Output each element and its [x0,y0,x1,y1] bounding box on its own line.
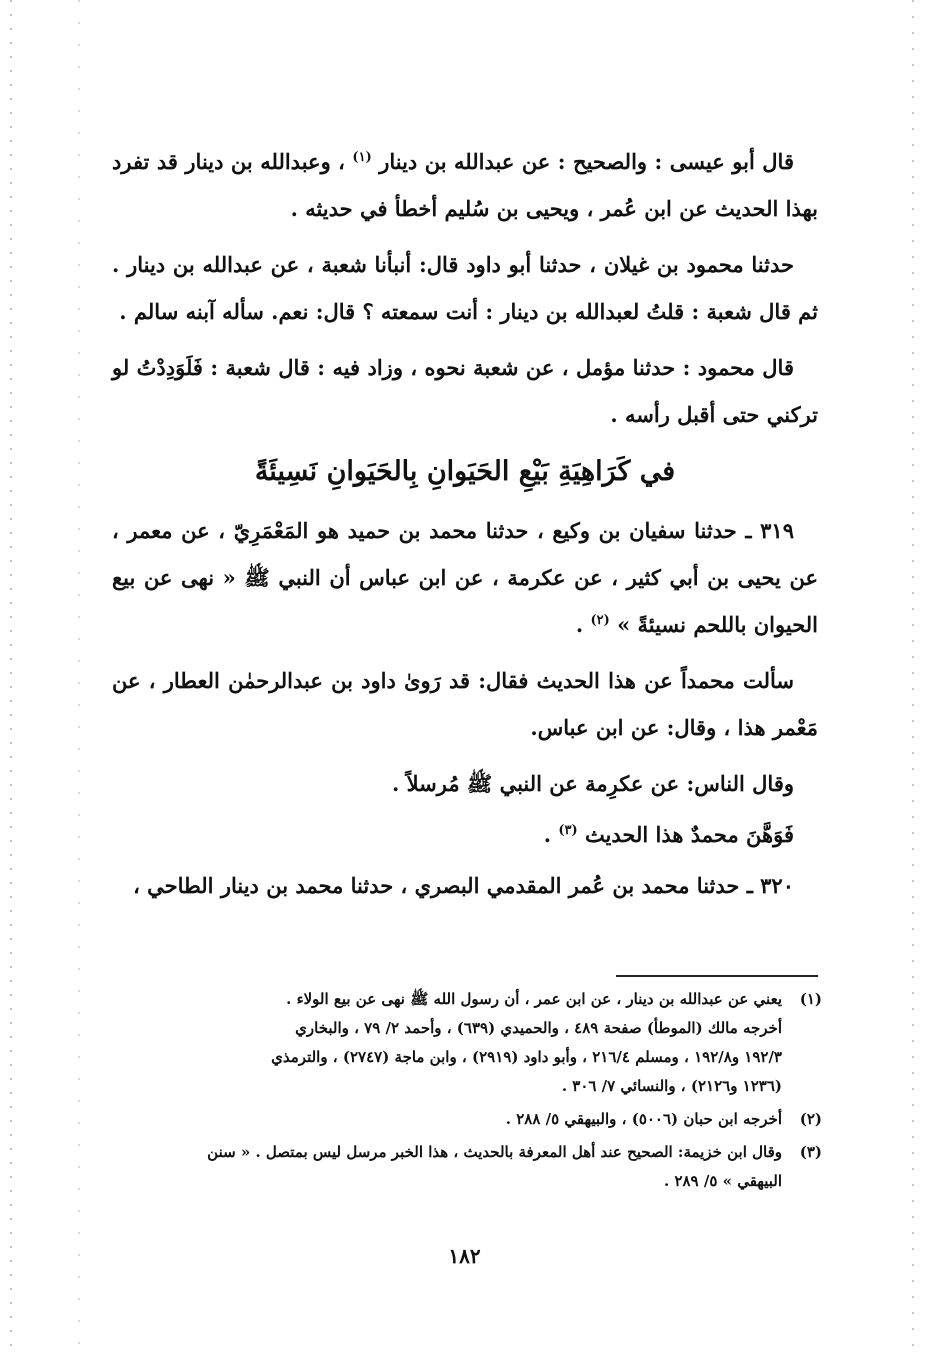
footnote-body [112,985,782,1101]
hadith-319-end: . [575,612,584,637]
hadith-319-text: ٣١٩ ـ حدثنا سفيان بن وكيع ، حدثنا محمد بن حميد هو المَعْمَرِيّ ، عن معمر ، عن يحيى بن أبي كثير ، عن عكرمة ، عن ابن عباس أن النبي ﷺ « نهى عن بيع الحيوان باللحم نسيئةً » [112,518,818,637]
scan-artifact-left-inner [78,0,80,1353]
footnote-number: (١) [799,990,822,1008]
footnote-number: (٢) [799,1110,822,1128]
footnote-number: (٣) [799,1143,822,1161]
footnote-line: البيهقي » ٥/ ٢٨٩ . [663,1172,782,1190]
footnote-marker-1[interactable]: (١) [352,150,372,165]
footnote-body [112,1138,782,1196]
paragraph-mahmoud-shuba: حدثنا محمود بن غيلان ، حدثنا أبو داود قال: أنبأنا شعبة ، عن عبدالله بن دينار . ثم قال شعبة : قلتُ لعبدالله بن دينار : أنت سمعته ؟ قال: نعم. سأله آبنه سالم . [112,252,818,324]
scan-artifact-left [10,0,12,1353]
footnote-separator [616,975,818,977]
footnote-line: (١٢٣٦ و٢١٢٦) ، والنسائي ٧/ ٣٠٦ . [561,1077,782,1095]
hadith-320: ٣٢٠ ـ حدثنا محمد بن عُمر المقدمي البصري ، حدثنا محمد بن دينار الطاحي ، [133,873,794,898]
footnote-2 [112,1105,822,1134]
chapter-heading: في كَرَاهِيَةِ بَيْعِ الحَيَوانِ بِالحَيَوانِ نَسِيئَةً [254,456,676,487]
hadith-319 [112,507,818,648]
paragraph-fawahhan-text: فَوَهَّنَ محمدٌ هذا الحديث [584,822,794,847]
footnote-marker-3[interactable]: (٣) [558,823,578,838]
paragraph-wa-qal: وقال الناس: عن عكرِمة عن النبي ﷺ مُرسلاً . [392,771,794,796]
footnotes [112,985,822,1200]
paragraph-mahmoud-muammal: قال محمود : حدثنا مؤمل ، عن شعبة نحوه ، وزاد فيه : قال شعبة : فَلَوَدِدْتُ لو تركني حتى أقبل رأسه . [112,355,818,427]
footnote-body [112,1105,782,1134]
main-text [112,138,818,918]
footnote-line: أخرجه مالك (الموطأ) صفحة ٤٨٩ ، والحميدي (٦٣٩) ، وأحمد ٢/ ٧٩ ، والبخاري [295,1019,782,1037]
footnote-line: ١٩٢/٣ و١٩٢/٨ ، ومسلم ٢١٦/٤ ، وأبو داود (٢٩١٩) ، وابن ماجة (٢٧٤٧) ، والترمذي [271,1048,782,1066]
page-number: ١٨٢ [448,1244,481,1268]
footnote-3 [112,1138,822,1196]
footnote-marker-2[interactable]: (٢) [590,613,610,628]
scan-artifact-right [912,0,914,1353]
paragraph-fawahhan-end: . [543,822,552,847]
footnote-line: وقال ابن خزيمة: الصحيح عند أهل المعرفة بالحديث ، هذا الخبر مرسل ليس بمتصل . « سنن [207,1143,782,1161]
paragraph-text: قال أبو عيسى : والصحيح : عن عبدالله بن دينار [379,149,794,174]
paragraph-fawahhan [112,811,818,858]
paragraph-saalt: سألت محمداً عن هذا الحديث فقال: قد رَوىٰ داود بن عبدالرحمٰن العطار ، عن مَعْمر هذا ، وقال: عن ابن عباس. [112,668,818,740]
footnote-line: أخرجه ابن حبان (٥٠٠٦) ، والبيهقي ٥/ ٢٨٨ . [505,1110,782,1128]
paragraph-abu-isa [112,138,818,232]
footnote-1 [112,985,822,1101]
paragraph-text: ، وعبدالله بن دينار قد تفرد بهذا الحديث عن ابن عُمر ، ويحيى بن سُليم أخطأ في حديثه . [112,149,818,221]
footnote-line: يعني عن عبدالله بن دينار ، عن ابن عمر ، أن رسول الله ﷺ نهى عن بيع الولاء . [286,990,782,1008]
